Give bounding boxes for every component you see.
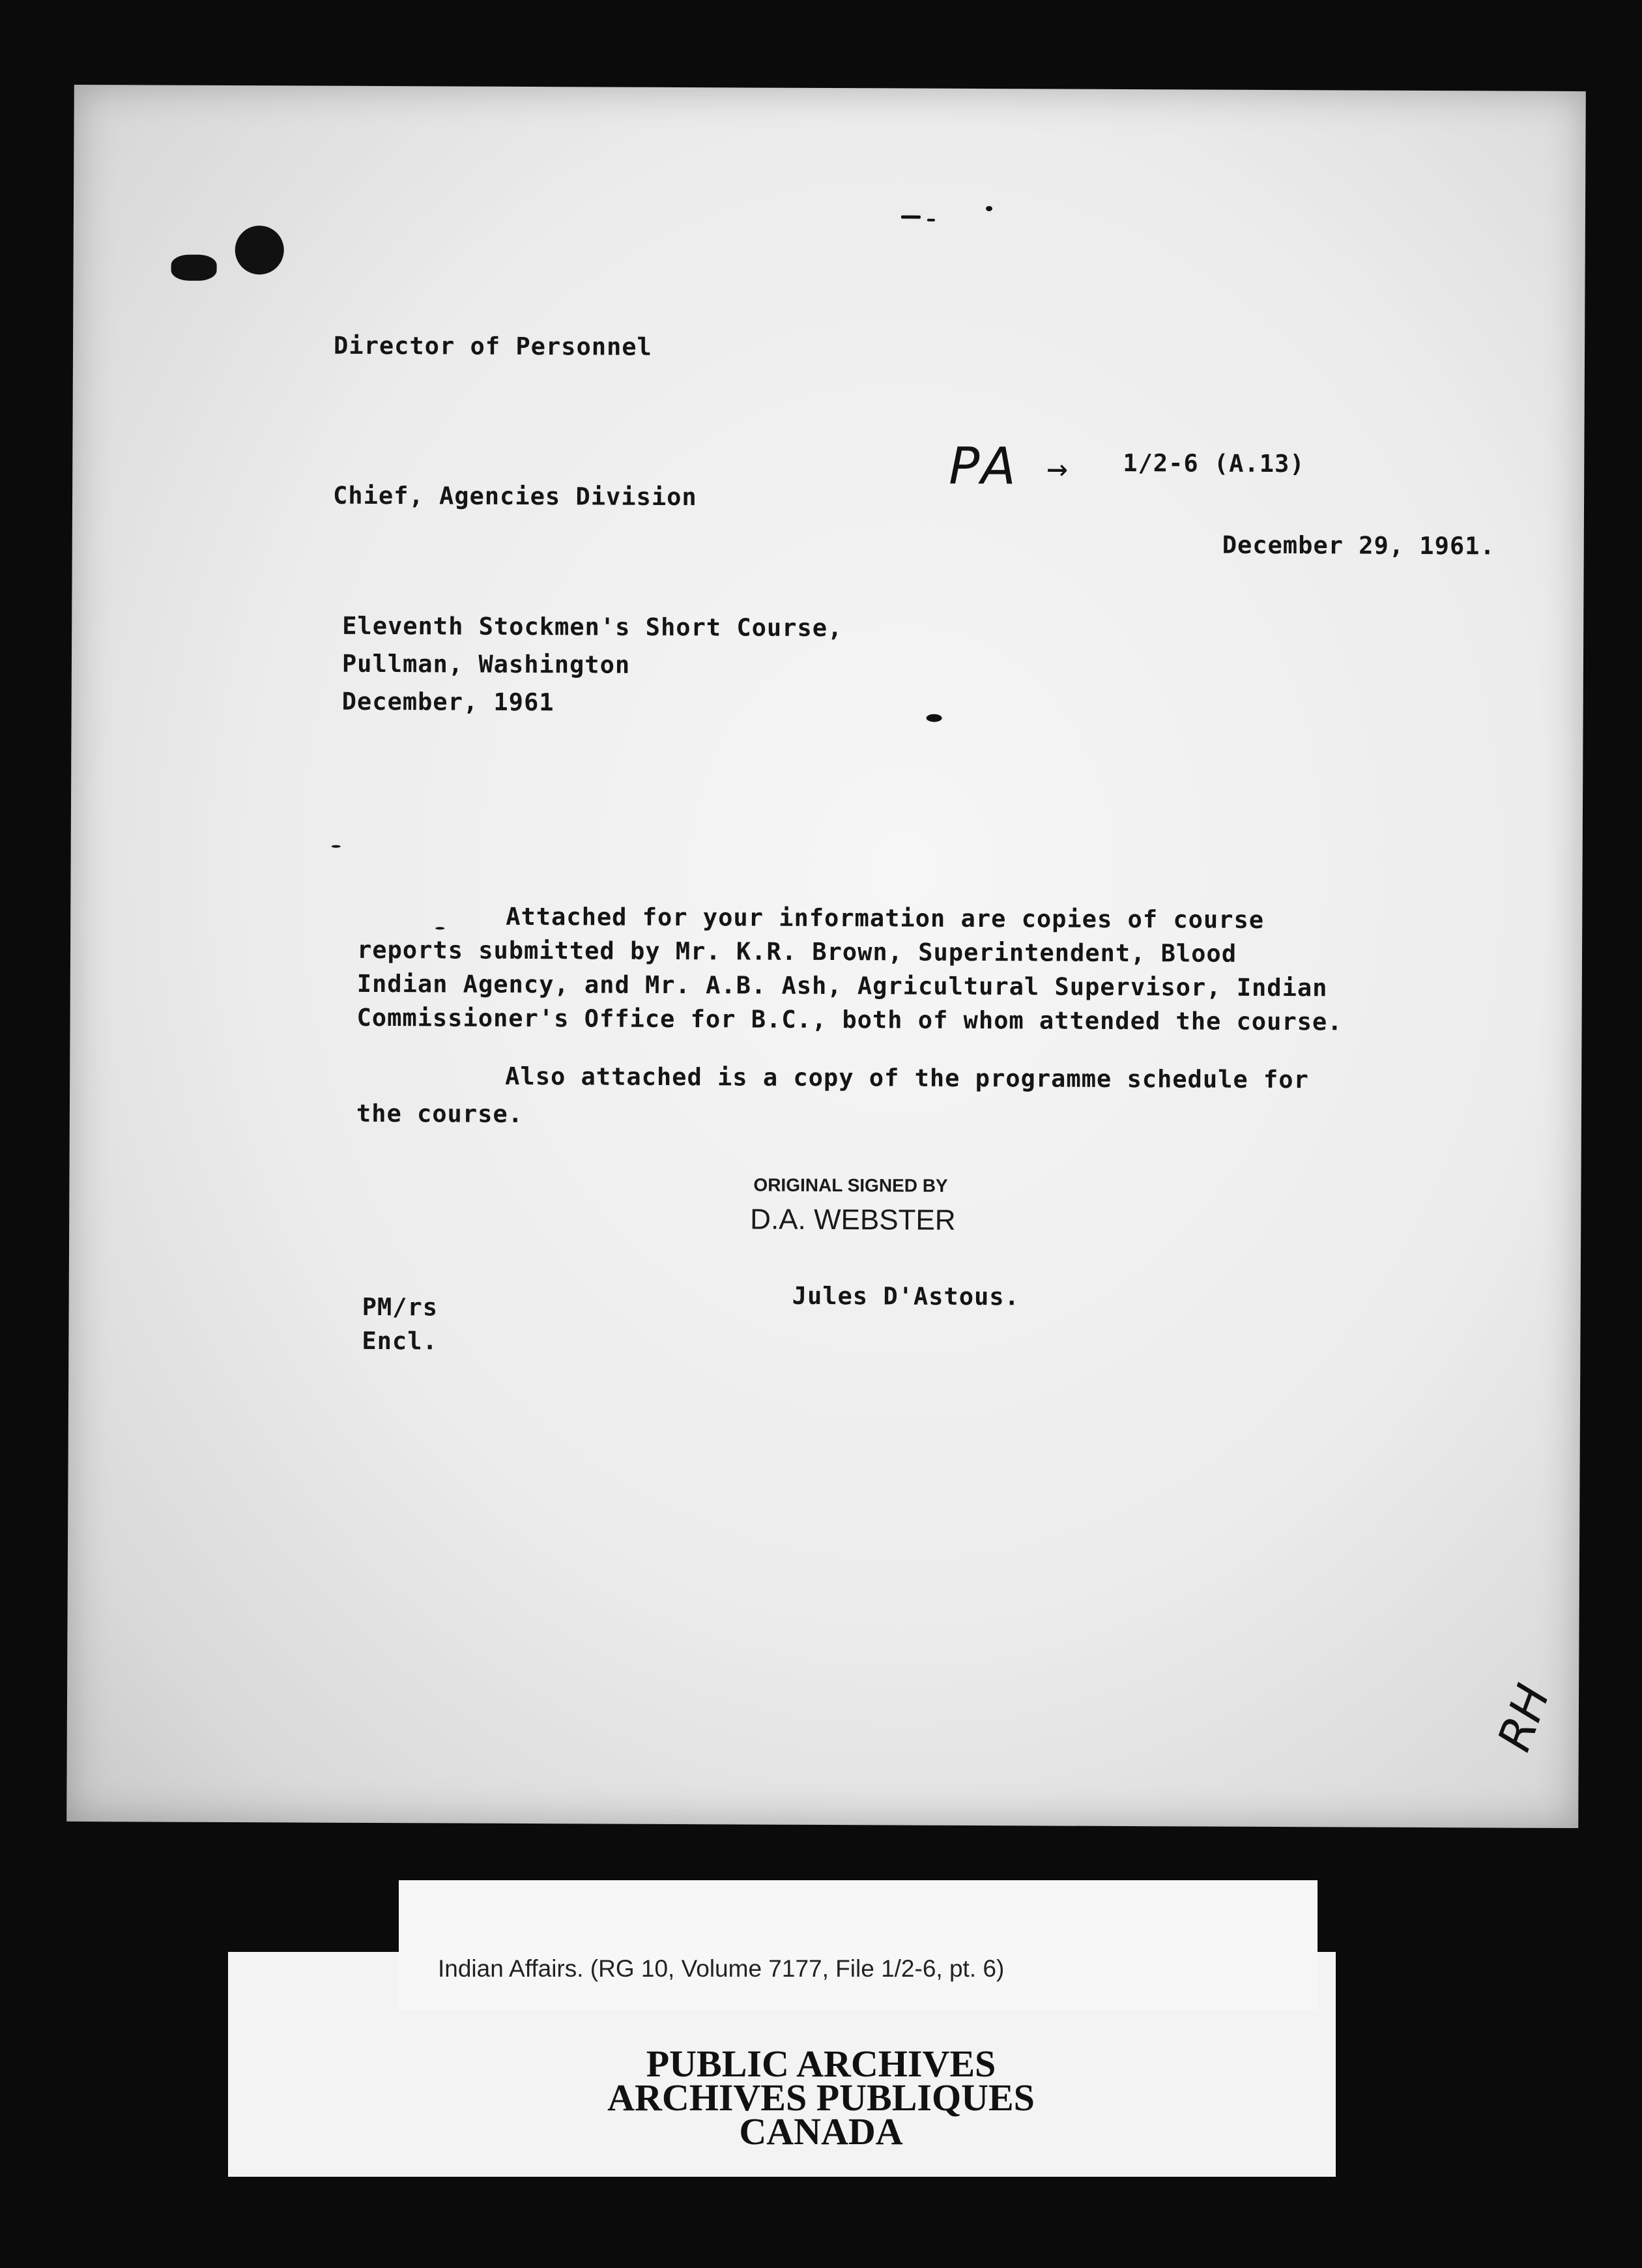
ink-speck	[986, 206, 992, 211]
archive-line: CANADA	[739, 2110, 903, 2153]
archive-line: PUBLIC ARCHIVES	[646, 2043, 996, 2085]
ink-speck	[332, 845, 341, 848]
file-reference: 1/2-6 (A.13)	[1123, 448, 1305, 478]
handwritten-file-ref: PA	[949, 437, 1020, 497]
memo-from: Chief, Agencies Division	[332, 481, 697, 512]
ink-speck	[901, 215, 921, 218]
body-line: the course.	[356, 1099, 524, 1128]
body-line: Also attached is a copy of the programme schedule for	[505, 1062, 1309, 1094]
initials-line: PM/rs	[362, 1292, 439, 1322]
enclosure-line: Encl.	[362, 1326, 438, 1356]
body-line: Commissioner's Office for B.C., both of whom attended the course.	[356, 1003, 1343, 1036]
signatory-name: Jules D'Astous.	[792, 1281, 1020, 1311]
body-paragraph-1	[356, 904, 1343, 1044]
archive-reference: Indian Affairs. (RG 10, Volume 7177, File 1/2-6, pt. 6)	[438, 1955, 1005, 1982]
subject-line: Pullman, Washington	[341, 649, 631, 679]
handwritten-initials: RH	[1487, 1677, 1561, 1758]
ink-speck	[927, 219, 935, 222]
subject-line: Eleventh Stockmen's Short Course,	[342, 611, 843, 643]
body-line: reports submitted by Mr. K.R. Brown, Superintendent, Blood	[356, 935, 1237, 968]
subject-line: December, 1961	[341, 687, 555, 717]
memo-page	[66, 85, 1586, 1828]
signature-stamp-line1: ORIGINAL SIGNED BY	[753, 1174, 948, 1196]
body-line: Indian Agency, and Mr. A.B. Ash, Agricultural Supervisor, Indian	[356, 969, 1328, 1002]
typist-initials	[362, 1292, 439, 1363]
ink-smudge	[171, 255, 217, 281]
ink-speck	[927, 714, 942, 722]
memo-date: December 29, 1961.	[1222, 531, 1495, 560]
ink-blot	[235, 225, 284, 274]
body-paragraph-2	[356, 1064, 1309, 1143]
archive-reference-slip	[399, 1880, 1318, 2011]
memo-subject	[341, 611, 843, 729]
body-line: Attached for your information are copies of course	[506, 902, 1265, 934]
file-ref-arrow: →	[1046, 447, 1069, 489]
signature-stamp-line2: D.A. WEBSTER	[750, 1203, 956, 1236]
memo-to: Director of Personnel	[333, 331, 652, 361]
archive-line: ARCHIVES PUBLIQUES	[607, 2076, 1035, 2119]
